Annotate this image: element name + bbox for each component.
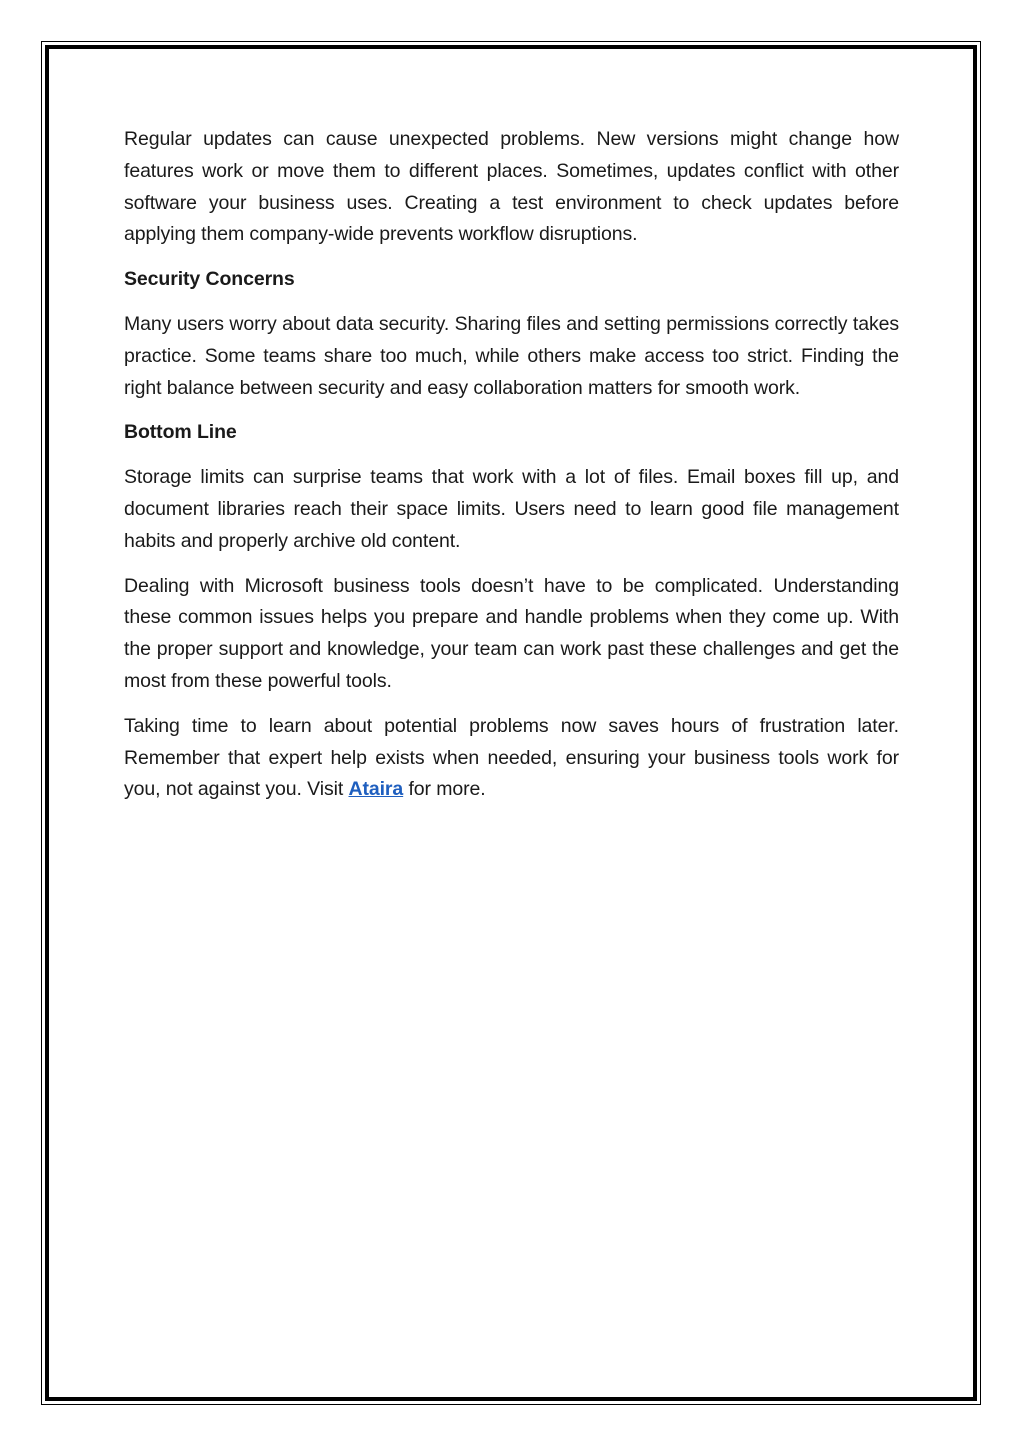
paragraph-taking-time [124, 711, 899, 806]
paragraph-text-before-link: Taking time to learn about potential problems now saves hours of frustration later. Remember that expert help exists when needed, ensuring your business tools work for you, not against you. Visit [124, 714, 899, 801]
paragraph-storage-limits: Storage limits can surprise teams that work with a lot of files. Email boxes fill up, and document libraries reach their space limits. Users need to learn good file management habits and properly archive old content. [124, 466, 899, 552]
paragraph-text-after-link: for more. [403, 778, 486, 801]
paragraph-dealing-with-tools: Dealing with Microsoft business tools doesn’t have to be complicated. Understanding these common issues helps you prepare and handle problems when they come up. With the proper support and knowledge, your team can work past these challenges and get the most from these powerful tools. [124, 574, 899, 692]
heading-bottom-line: Bottom Line [124, 421, 237, 444]
document-body [124, 124, 899, 819]
paragraph-security: Many users worry about data security. Sharing files and setting permissions correctly takes practice. Some teams share too much, while others make access too strict. Finding the right balance between security and easy collaboration matters for smooth work. [124, 312, 899, 399]
paragraph-updates: Regular updates can cause unexpected problems. New versions might change how features work or move them to different places. Sometimes, updates conflict with other software your business uses. Creating a test environment to check updates before applying them company-wide prevents workflow disruptions. [124, 128, 899, 246]
heading-security-concerns: Security Concerns [124, 268, 295, 291]
ataira-link[interactable]: Ataira [348, 778, 404, 801]
